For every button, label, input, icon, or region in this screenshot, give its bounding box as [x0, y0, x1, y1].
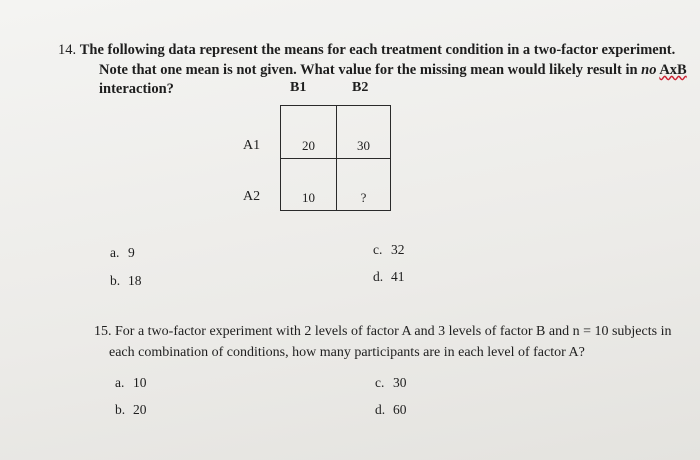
option-value: 30	[393, 375, 407, 390]
q15-option-d[interactable]	[375, 402, 407, 418]
option-letter: b.	[110, 273, 121, 288]
cell-a1-b1: 20	[302, 138, 315, 153]
col-header-b2: B2	[352, 80, 369, 95]
q14-axb: AxB	[659, 62, 687, 78]
option-value: 41	[391, 269, 405, 284]
q14-option-c[interactable]	[373, 242, 405, 258]
cell-a2-b1: 10	[302, 190, 315, 205]
option-letter: c.	[375, 375, 385, 390]
q14-line1-text: The following data represent the means for each treatment condition in a two-factor experiment.	[79, 42, 676, 58]
q14-line2	[99, 62, 687, 79]
option-value: 20	[133, 402, 147, 417]
option-value: 10	[133, 375, 147, 390]
option-value: 9	[128, 245, 135, 260]
q14-option-d[interactable]	[373, 269, 405, 285]
option-letter: d.	[373, 269, 384, 284]
q14-line3: interaction?	[99, 81, 174, 97]
option-letter: d.	[375, 402, 386, 417]
q14-line2-text: Note that one mean is not given. What value for the missing mean would likely result in	[99, 62, 642, 78]
option-letter: c.	[373, 242, 383, 257]
q15-option-b[interactable]	[115, 402, 147, 418]
row-header-a1: A1	[243, 138, 261, 153]
q14-line1	[58, 42, 675, 59]
row-header-a2: A2	[243, 189, 261, 204]
cell-a2-b2: ?	[360, 190, 367, 205]
q14-number: 14.	[58, 42, 77, 58]
option-value: 18	[128, 273, 142, 288]
option-letter: b.	[115, 402, 126, 417]
q14-no-emphasis: no	[641, 62, 657, 78]
col-header-b1: B1	[290, 80, 307, 95]
cell-a1-b2: 30	[357, 138, 370, 153]
q15-line1: 15. For a two-factor experiment with 2 levels of factor A and 3 levels of factor B and n = 10 subjects in	[94, 324, 672, 339]
option-letter: a.	[110, 245, 120, 260]
table-divider-horizontal	[281, 158, 390, 159]
q15-option-a[interactable]	[115, 375, 147, 391]
means-table	[280, 105, 391, 211]
q14-option-a[interactable]	[110, 245, 135, 261]
option-value: 32	[391, 242, 405, 257]
q14-option-b[interactable]	[110, 273, 142, 289]
option-letter: a.	[115, 375, 125, 390]
q15-option-c[interactable]	[375, 375, 407, 391]
option-value: 60	[393, 402, 407, 417]
q15-line2: each combination of conditions, how many participants are in each level of factor A?	[109, 345, 585, 360]
